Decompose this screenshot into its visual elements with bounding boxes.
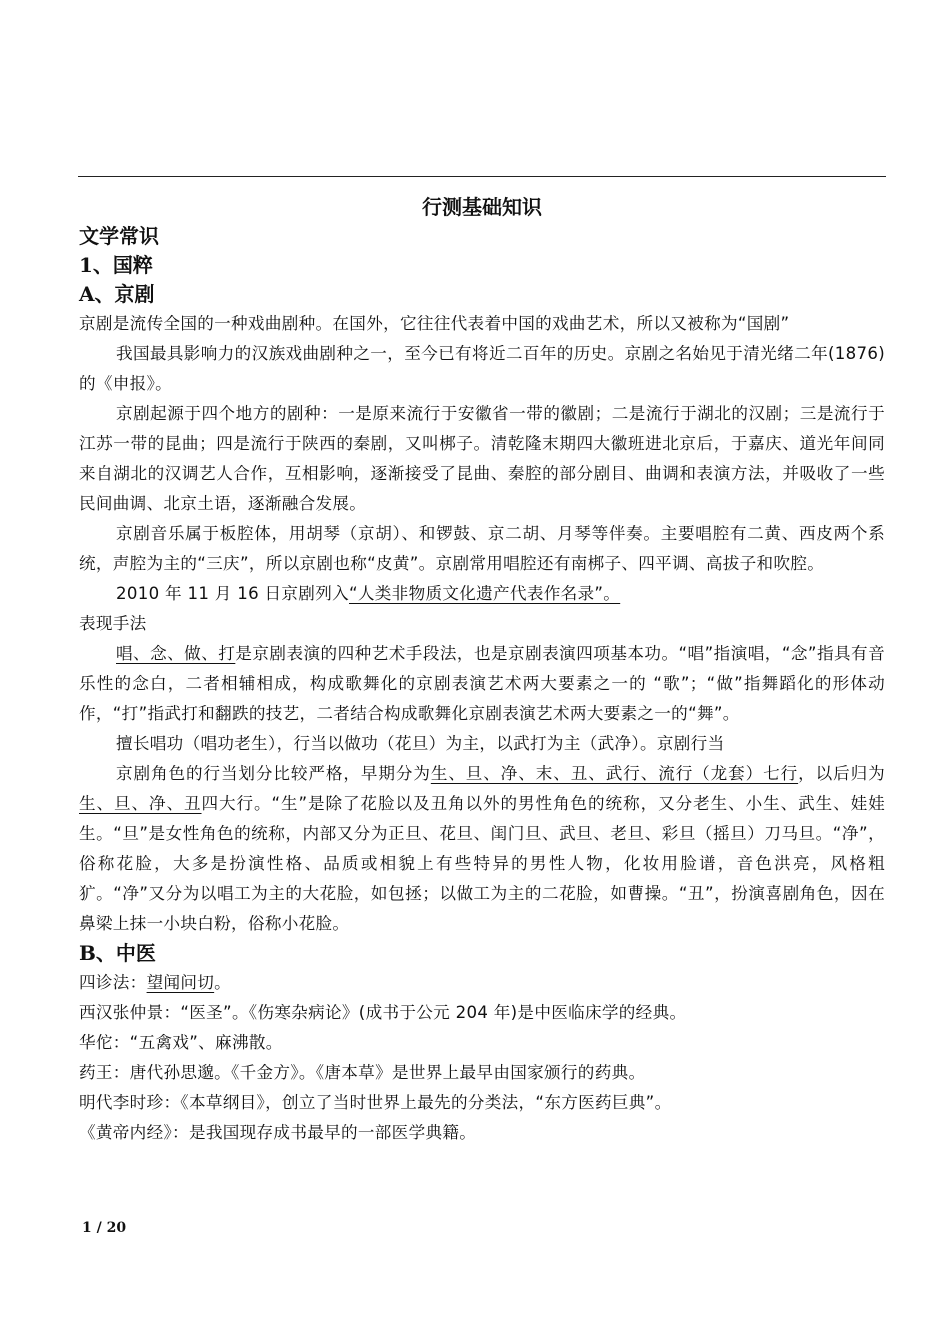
paragraph-intro: 京剧是流传全国的一种戏曲剧种。在国外，它往往代表着中国的戏曲艺术，所以又被称为“国剧” <box>79 314 790 333</box>
four-roles: 生、旦、净、丑 <box>79 794 202 813</box>
page-number: 1 / 20 <box>82 1220 127 1236</box>
techniques-text: 是京剧表演的四种艺术手段法，也是京剧表演四项基本功。“唱”指演唱，“念”指具有音乐性的念白，二者相辅相成，构成歌舞化的京剧表演艺术两大要素之一的 “歌”；“做”指舞蹈化的形体动作，“打”指武打和翻跌的技艺，二者结合构成歌舞化京剧表演艺术两大要素之一的“舞”。 <box>79 644 885 723</box>
paragraph-techniques <box>79 639 885 729</box>
section-heading-peking-opera: A、京剧 <box>79 282 155 306</box>
tcm-line-huatuo: 华佗：“五禽戏”、麻沸散。 <box>79 1033 283 1052</box>
header-rule <box>78 176 886 177</box>
heritage-date: 2010 年 11 月 16 日京剧列入 <box>116 584 349 603</box>
document-title: 行测基础知识 <box>422 195 542 219</box>
paragraph-history: 我国最具影响力的汉族戏曲剧种之一，至今已有将近二百年的历史。京剧之名始见于清光绪二年(1876)的《申报》。 <box>79 344 885 393</box>
subheading-techniques: 表现手法 <box>79 614 147 633</box>
diagnosis-methods: 望闻问切 <box>146 973 215 992</box>
paragraph-music: 京剧音乐属于板腔体，用胡琴（京胡）、和锣鼓、京二胡、月琴等伴奏。主要唱腔有二黄、西皮两个系统，声腔为主的“三庆”，所以京剧也称“皮黄”。京剧常用唱腔还有南梆子、四平调、高拔子和吹腔。 <box>79 524 885 573</box>
paragraph-heritage <box>79 579 885 609</box>
paragraph-roles <box>79 759 885 939</box>
tcm-line-li: 明代李时珍：《本草纲目》，创立了当时世界上最先的分类法，“东方医药巨典”。 <box>79 1093 672 1112</box>
diagnosis-label: 四诊法： <box>79 973 147 992</box>
roles-text-1: 京剧角色的行当划分比较严格，早期分为 <box>116 764 431 783</box>
section-heading-guocui: 1、国粹 <box>79 253 153 277</box>
document-body <box>79 192 885 1148</box>
roles-text-3: 四大行。“生”是除了花脸以及丑角以外的男性角色的统称，又分老生、小生、武生、娃娃生。“旦”是女性角色的统称，内部又分为正旦、花旦、闺门旦、武旦、老旦、彩旦（摇旦）刀马旦。“净”，俗称花脸，大多是扮演性格、品质或相貌上有些特异的男性人物，化妆用脸谱，音色洪亮，风格粗犷。“净”又分为以唱工为主的大花脸，如包拯；以做工为主的二花脸，如曹操。“丑”，扮演喜剧角色，因在鼻梁上抹一小块白粉，俗称小花脸。 <box>79 794 885 933</box>
paragraph-roles-short: 擅长唱功（唱功老生），行当以做功（花旦）为主，以武打为主（武净）。京剧行当 <box>116 734 725 753</box>
paragraph-origin: 京剧起源于四个地方的剧种：一是原来流行于安徽省一带的徽剧；二是流行于湖北的汉剧；三是流行于江苏一带的昆曲；四是流行于陕西的秦剧，又叫梆子。清乾隆末期四大徽班进北京后，于嘉庆、道光年间同来自湖北的汉调艺人合作，互相影响，逐渐接受了昆曲、秦腔的部分剧目、曲调和表演方法，并吸收了一些民间曲调、北京土语，逐渐融合发展。 <box>79 404 885 513</box>
tcm-line-zhang: 西汉张仲景：“医圣”。《伤寒杂病论》(成书于公元 204 年)是中医临床学的经典。 <box>79 1003 687 1022</box>
heritage-list-name: “人类非物质文化遗产代表作名录”。 <box>349 584 621 603</box>
tcm-line-sun: 药王：唐代孙思邈。《千金方》。《唐本草》是世界上最早由国家颁行的药典。 <box>79 1063 646 1082</box>
tcm-line-diagnosis <box>79 968 885 998</box>
tcm-line-neijing: 《黄帝内经》：是我国现存成书最早的一部医学典籍。 <box>79 1123 477 1142</box>
section-heading-tcm: B、中医 <box>79 941 156 965</box>
section-heading-literature: 文学常识 <box>79 224 159 248</box>
diagnosis-end: 。 <box>214 973 232 992</box>
seven-roles: 生、旦、净、末、丑、武行、流行（龙套）七行 <box>430 764 799 783</box>
roles-text-2: ，以后归为 <box>798 764 885 783</box>
four-skills: 唱、念、做、打 <box>116 644 236 663</box>
